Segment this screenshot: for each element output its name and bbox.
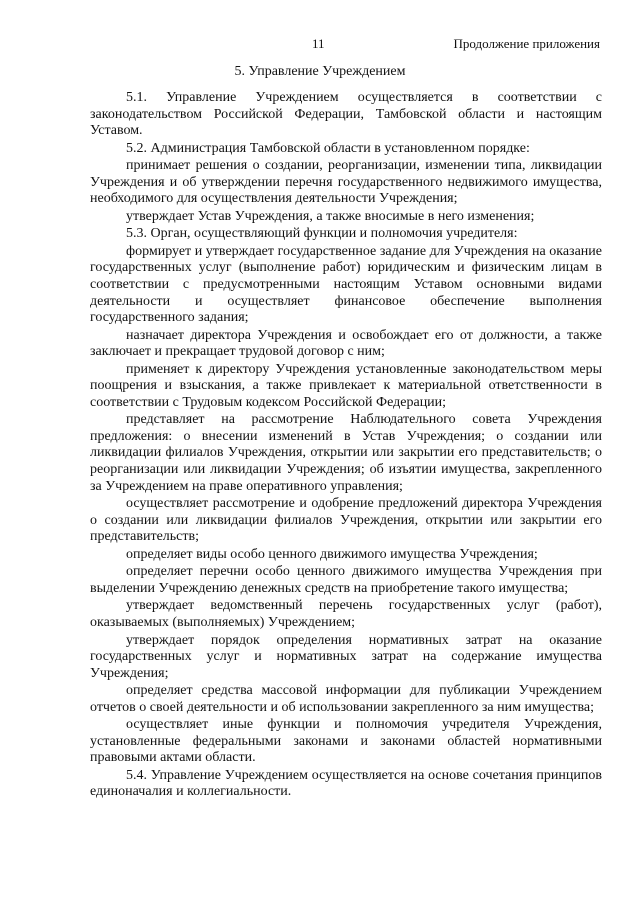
list-item: утверждает Устав Учреждения, а также вносимые в него изменения; [126,208,535,224]
section-title: 5. Управление Учреждением [234,64,406,79]
running-head: Продолжение приложения [453,36,600,51]
list-item: осуществляет иные функции и полномочия учредителя Учреждения, установленные федеральными законами и законами областей нормативными правовыми актами области. [90,717,602,766]
list-item: утверждает порядок определения нормативных затрат на оказание государственных услуг и нормативных затрат на содержание имущества Учреждения; [90,632,602,681]
list-item: определяет средства массовой информации для публикации Учреждением отчетов о своей деятельности и об использовании закрепленного за ним имущества; [90,683,602,715]
list-item: представляет на рассмотрение Наблюдательного совета Учреждения предложения: о внесении изменений в Устав Учреждения; о создании или ликвидации филиалов Учреждения, открытии или закрытии его представительств; о реорганизации или ликвидации Учреждения; об изъятии имущества, закрепленного за Учреждением на праве оперативного управления; [90,412,602,494]
page-number: 11 [312,36,325,51]
document-body [90,90,602,802]
list-item: определяет перечни особо ценного движимого имущества Учреждения при выделении Учреждению денежных средств на приобретение такого имущества; [90,564,602,596]
list-item: формирует и утверждает государственное задание для Учреждения на оказание государственных услуг (выполнение работ) юридическим и физическим лицам в соответствии с предусмотренными настоящим Уставом основными видами деятельности и осуществляет финансовое обеспечение выполнения государственного задания; [90,243,602,326]
paragraph-5-2: 5.2. Администрация Тамбовской области в установленном порядке: [126,140,530,156]
list-item: осуществляет рассмотрение и одобрение предложений директора Учреждения о создании или ликвидации филиалов Учреждения, открытии или закрытии его представительств; [90,496,602,545]
paragraph-5-3: 5.3. Орган, осуществляющий функции и полномочия учредителя: [126,226,518,242]
list-item: применяет к директору Учреждения установленные законодательством меры поощрения и взыскания, а также привлекает к материальной ответственности в соответствии с Трудовым кодексом Российской Федерации; [90,361,602,410]
list-item: определяет виды особо ценного движимого имущества Учреждения; [126,546,538,562]
list-item: утверждает ведомственный перечень государственных услуг (работ), оказываемых (выполняемых) Учреждением; [90,598,602,630]
paragraph-5-1: 5.1. Управление Учреждением осуществляется в соответствии с законодательством Российской Федерации, Тамбовской области и настоящим Уставом. [90,90,602,139]
list-item: назначает директора Учреждения и освобождает его от должности, а также заключает и прекращает трудовой договор с ним; [90,327,602,360]
paragraph-5-4: 5.4. Управление Учреждением осуществляется на основе сочетания принципов единоначалия и коллегиальности. [90,767,602,800]
list-item: принимает решения о создании, реорганизации, изменении типа, ликвидации Учреждения и об утверждении перечня государственного недвижимого имущества, необходимого для осуществления деятельности Учреждения; [90,158,602,207]
